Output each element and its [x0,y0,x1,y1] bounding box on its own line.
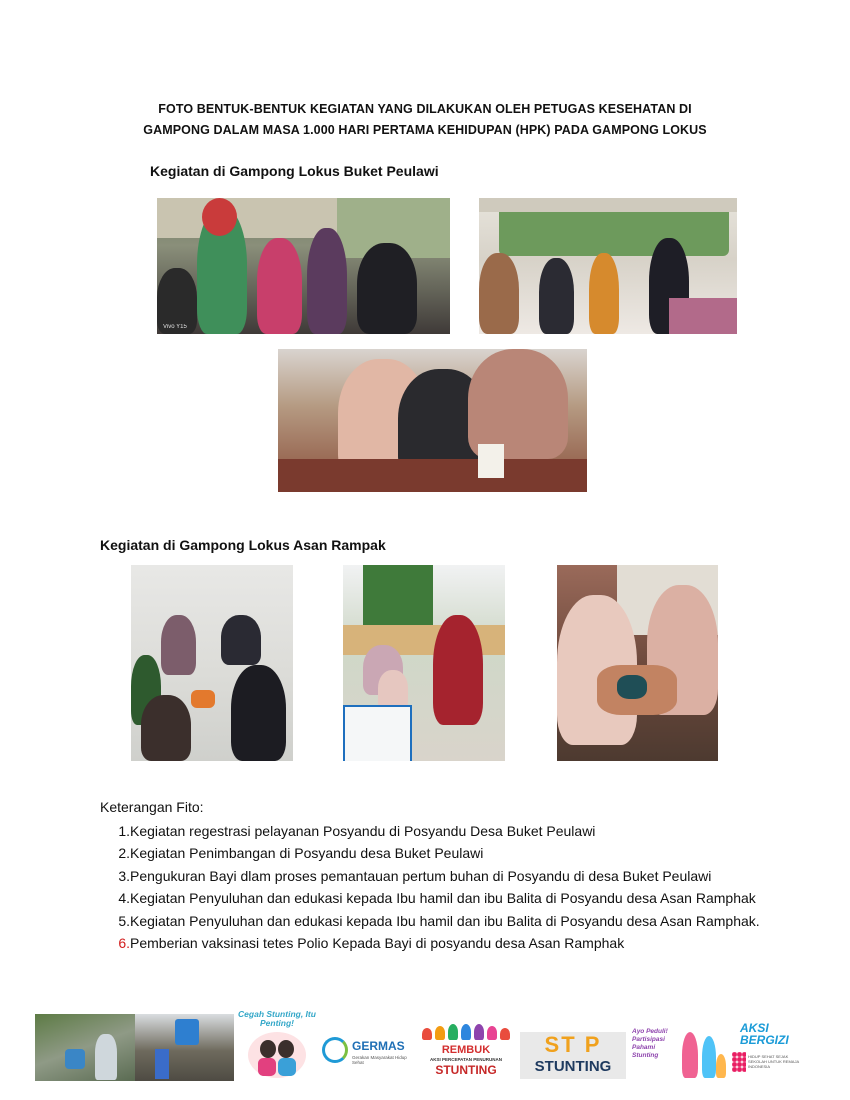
photo-water-facility [135,1014,234,1081]
list-item: 3.Pengukuran Bayi dlam proses pemantauan pertum buhan di Posyandu di desa Buket Peulawi [118,867,712,884]
germas-icon [322,1037,348,1063]
photo-watermark: Vivo Y15 [163,324,187,330]
caption-list [100,820,760,954]
list-item: 2.Kegiatan Penimbangan di Posyandu desa Buket Peulawi [118,845,484,862]
list-item: 1.Kegiatan regestrasi pelayanan Posyandu di Posyandu Desa Buket Peulawi [118,823,596,839]
list-item: 6.Pemberian vaksinasi tetes Polio Kepada Bayi di posyandu desa Asan Ramphak [118,934,625,951]
caption-heading: Keterangan Fito: [100,799,204,815]
photo-registration-buket-peulawi [157,198,450,334]
aksi-bergizi-logo: AKSI BERGIZI HIDUP SEHAT SEJAK SEKOLAH UNTUK REMAJA INDONESIA [732,1022,812,1080]
list-item: 4.Kegiatan Penyuluhan dan edukasi kepada Ibu hamil dan ibu Balita di Posyandu desa Asan Ramphak [118,890,756,907]
ayo-peduli-stunting-logo: Ayo Peduli! Partisipasi Pahami Stunting [632,1024,728,1082]
photo-measuring-baby-buket-peulawi [278,349,587,492]
rembuk-stunting-logo: REMBUK AKSI PERCEPATAN PENURUNAN STUNTING [416,1024,516,1080]
section-heading-buket-peulawi: Kegiatan di Gampong Lokus Buket Peulawi [150,163,439,179]
photo-counseling-asan-rampak-1 [131,565,293,761]
list-item: 5.Kegiatan Penyuluhan dan edukasi kepada Ibu hamil dan ibu Balita di Posyandu desa Asan Ramphak. [118,912,760,929]
section-heading-asan-rampak: Kegiatan di Gampong Lokus Asan Rampak [100,537,386,553]
photo-sanitation-activity [35,1014,135,1081]
title-line-1: FOTO BENTUK-BENTUK KEGIATAN YANG DILAKUKAN OLEH PETUGAS KESEHATAN DI [158,102,692,116]
photo-weighing-buket-peulawi [479,198,737,334]
photo-polio-vaccination-asan-rampak [557,565,718,761]
cegah-stunting-logo: Cegah Stunting, Itu Penting! [236,1010,318,1082]
stop-stunting-logo: ST P STUNTING [520,1032,626,1079]
people-icon [422,1024,510,1042]
title-line-2: GAMPONG DALAM MASA 1.000 HARI PERTAMA KEHIDUPAN (HPK) PADA GAMPONG LOKUS [143,123,707,137]
photo-counseling-asan-rampak-2 [343,565,505,761]
germas-logo: GERMAS Gerakan Masyarakat Hidup Sehat [322,1035,412,1073]
